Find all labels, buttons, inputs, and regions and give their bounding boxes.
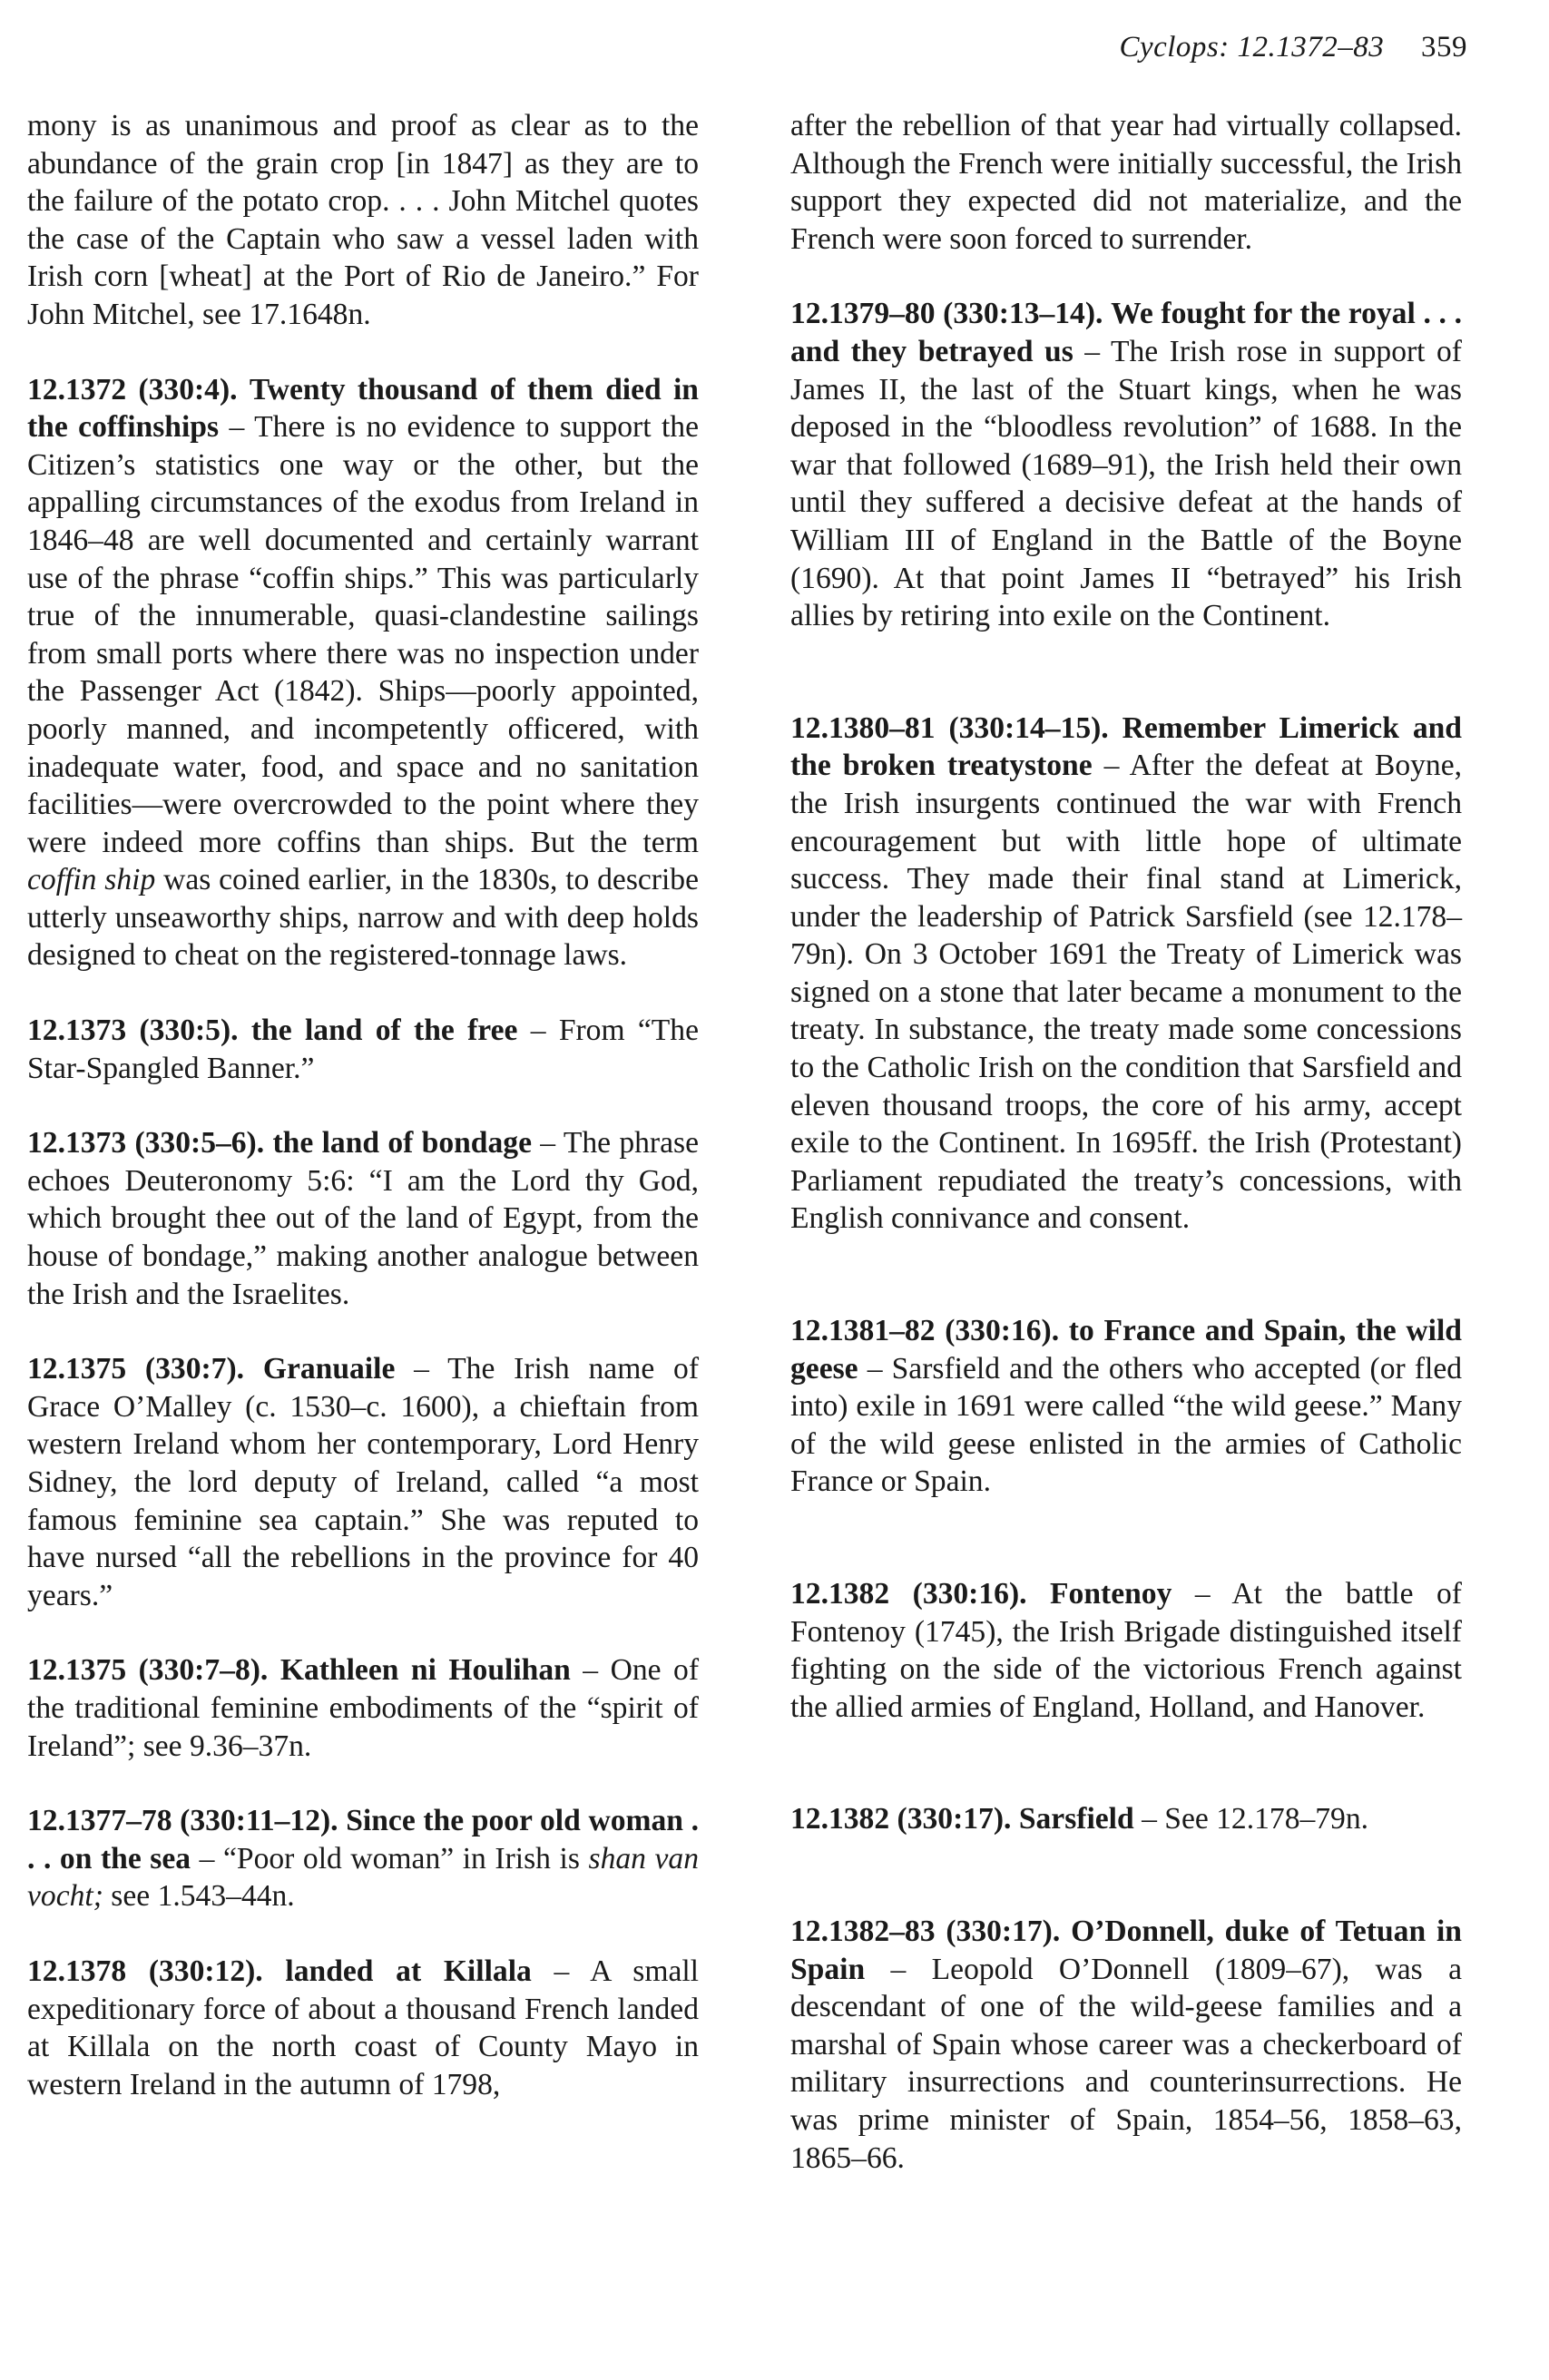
note-lemma: O’Donnell, duke of Tetuan in Spain [790,1914,1462,1986]
note-lemma: Granuaile [262,1352,396,1386]
note-entry: 12.1380–81 (330:14–15). Remember Limerick and the broken treatystone – After the defeat at Boyne, the Irish insurgents continued the war with French encouragement but with little hope of ultimate success. They made their final stand at Limerick, under the leadership of Patrick Sarsfield (see 12.178–79n). On 3 October 1691 the Treaty of Limerick was signed on a stone that later became a monument to the treaty. In substance, the treaty made some concessions to the Catholic Irish on the condition that Sarsfield and eleven thousand troops, the core of his army, accept exile to the Continent. In 1695ff. the Irish (Protestant) Parliament repudiated the treaty’s concessions, with English connivance and consent. [790,710,1462,1236]
note-body: Sarsfield and the others who accepted (or fled into) exile in 1691 were called “the wild geese.” Many of the wild geese enlisted in the armies of Catholic France or Spain. [790,1351,1463,1499]
note-lemma: to France and Spain, the wild geese [790,1314,1462,1386]
note-lemma: the land of bondage [272,1126,532,1161]
note-ref: 12.1373 (330:5). [27,1014,239,1048]
note-lemma: We fought for the royal . . . and they betrayed us [790,297,1462,368]
note-lemma: Fontenoy [1050,1577,1172,1611]
note-entry: 12.1373 (330:5). the land of the free – From “The Star-Spangled Banner.” [27,1014,699,1085]
note-body: The Irish name of Grace O’Malley (c. 1530–c. 1600), a chieftain from western Ireland whom her contemporary, Lord Henry Sidney, the lord deputy of Ireland, called “a most famous feminine sea captain.” She was reputed to have nursed “all the rebellions in the province for 40 years.” [27,1352,699,1612]
note-body: See 12.178–79n. [1164,1802,1369,1836]
note-lemma: Since the poor old woman . . . on the sea [27,1804,699,1876]
note-lemma: the land of the free [250,1014,518,1048]
note-ref: 12.1382–83 (330:17). [790,1914,1061,1948]
continuation-text: mony is as unanimous and proof as clear as to the abundance of the grain crop [in 1847] as they are to the failure of the potato crop. . . . John Mitchel quotes the case of the Captain who saw a vessel laden with Irish corn [wheat] at the Port of Rio de Janeiro.” For John Mitchel, see 17.1648n. [27,109,699,331]
running-title: Cyclops: 12.1372–83 [1119,31,1385,64]
note-body-end: see 1.543–44n. [103,1879,295,1914]
left-column [27,107,699,2103]
note-entry: 12.1375 (330:7). Granuaile – The Irish name of Grace O’Malley (c. 1530–c. 1600), a chieftain from western Ireland whom her contemporary, Lord Henry Sidney, the lord deputy of Ireland, called “a most famous feminine sea captain.” She was reputed to have nursed “all the rebellions in the province for 40 years.” [27,1352,699,1612]
note-body: A small expeditionary force of about a thousand French landed at Killala on the north coast of County Mayo in western Ireland in the autumn of 1798, [27,1954,700,2101]
note-body: There is no evidence to support the Citizen’s statistics one way or the other, but the appalling circumstances of the exodus from Ireland in 1846–48 are well documented and certainly warrant use of the phrase “coffin ships.” This was particularly true of the innumerable, quasi-clandestine sailings from small ports where there was no inspection under the Passenger Act (1842). Ships—poorly appointed, poorly manned, and incompetently officered, with inadequate water, food, and space and no sanitation facilities—were overcrowded to the point where they were indeed more coffins than ships. But the term [27,410,699,859]
note-body: At the battle of Fontenoy (1745), the Irish Brigade distinguished itself fighting on the side of the victorious French against the allied armies of England, Holland, and Hanover. [790,1577,1462,1724]
note-entry: 12.1377–78 (330:11–12). Since the poor old woman . . . on the sea – “Poor old woman” in Irish is shan van vocht; see 1.543–44n. [27,1804,699,1914]
note-ref: 12.1381–82 (330:16). [790,1314,1060,1348]
note-body-end: was coined earlier, in the 1830s, to describe utterly unseaworthy ships, narrow and with deep holds designed to cheat on the registered-tonnage laws. [27,863,700,973]
note-body: From “The Star-Spangled Banner.” [27,1014,699,1085]
note-entry: 12.1381–82 (330:16). to France and Spain, the wild geese – Sarsfield and the others who accepted (or fled into) exile in 1691 were called “the wild geese.” Many of the wild geese enlisted in the armies of Catholic France or Spain. [790,1314,1463,1499]
note-entry: 12.1372 (330:4). Twenty thousand of them died in the coffinships – There is no evidence to support the Citizen’s statistics one way or the other, but the appalling circumstances of the exodus from Ireland in 1846–48 are well documented and certainly warrant use of the phrase “coffin ships.” This was particularly true of the innumerable, quasi-clandestine sailings from small ports where there was no inspection under the Passenger Act (1842). Ships—poorly appointed, poorly manned, and incompetently officered, with inadequate water, food, and space and no sanitation facilities—were overcrowded to the point where they were indeed more coffins than ships. But the term coffin ship was coined earlier, in the 1830s, to describe utterly unseaworthy ships, narrow and with deep holds designed to cheat on the registered-tonnage laws. [27,372,700,973]
note-entry: 12.1382–83 (330:17). O’Donnell, duke of Tetuan in Spain – Leopold O’Donnell (1809–67), was a descendant of one of the wild-geese families and a marshal of Spain whose career was a checkerboard of military insurrections and counterinsurrections. He was prime minister of Spain, 1854–56, 1858–63, 1865–66. [790,1914,1462,2175]
note-body: “Poor old woman” in Irish is [223,1841,589,1876]
continuation-text: after the rebellion of that year had virtually collapsed. Although the French were initially successful, the Irish support they expected did not materialize, and the French were soon forced to surrender. [790,109,1462,256]
note-ref: 12.1373 (330:5–6). [27,1126,265,1161]
page-number: 359 [1421,31,1467,64]
note-body-italic: shan van vocht; [27,1841,699,1914]
note-ref: 12.1372 (330:4). [27,372,238,406]
note-ref: 12.1379–80 (330:13–14). [790,297,1103,331]
note-entry: 12.1373 (330:5–6). the land of bondage – The phrase echoes Deuteronomy 5:6: “I am the Lord thy God, which brought thee out of the land of Egypt, from the house of bondage,” making another analogue between the Irish and the Israelites. [27,1126,699,1311]
note-ref: 12.1382 (330:17). [790,1802,1012,1836]
note-lemma: Twenty thousand of them died in the coffinships [27,372,699,445]
note-body: The Irish rose in support of James II, the last of the Stuart kings, when he was deposed in the “bloodless revolution” of 1688. In the war that followed (1689–91), the Irish held their own until they suffered a decisive defeat at the hands of William III of England in the Battle of the Boyne (1690). At that point James II “betrayed” his Irish allies by retiring into exile on the Continent. [790,334,1462,633]
running-head [1119,31,1467,64]
note-body: Leopold O’Donnell (1809–67), was a descendant of one of the wild-geese families and a marshal of Spain whose career was a checkerboard of military insurrections and counterinsurrections. He was prime minister of Spain, 1854–56, 1858–63, 1865–66. [790,1952,1462,2175]
note-lemma: Kathleen ni Houlihan [279,1653,571,1688]
note-ref: 12.1375 (330:7–8). [27,1653,269,1688]
note-lemma: Remember Limerick and the broken treatystone [790,710,1462,783]
right-column [790,107,1462,2177]
note-body: The phrase echoes Deuteronomy 5:6: “I am the Lord thy God, which brought thee out of the land of Egypt, from the house of bondage,” making another analogue between the Irish and the Israelites. [27,1126,699,1311]
note-body-italic: coffin ship [27,863,156,897]
note-ref: 12.1375 (330:7). [27,1352,245,1386]
note-entry: 12.1375 (330:7–8). Kathleen ni Houlihan – One of the traditional feminine embodiments of the “spirit of Ireland”; see 9.36–37n. [27,1653,700,1763]
note-ref: 12.1377–78 (330:11–12). [27,1804,338,1838]
note-ref: 12.1382 (330:16). [790,1577,1027,1611]
note-entry: 12.1379–80 (330:13–14). We fought for the royal . . . and they betrayed us – The Irish rose in support of James II, the last of the Stuart kings, when he was deposed in the “bloodless revolution” of 1688. In the war that followed (1689–91), the Irish held their own until they suffered a decisive defeat at the hands of William III of England in the Battle of the Boyne (1690). At that point James II “betrayed” his Irish allies by retiring into exile on the Continent. [790,297,1462,633]
note-lemma: landed at Killala [285,1954,532,1988]
note-entry: 12.1378 (330:12). landed at Killala – A small expeditionary force of about a thousand French landed at Killala on the north coast of County Mayo in western Ireland in the autumn of 1798, [27,1954,700,2101]
note-entry: 12.1382 (330:16). Fontenoy – At the battle of Fontenoy (1745), the Irish Brigade distinguished itself fighting on the side of the victorious French against the allied armies of England, Holland, and Hanover. [790,1577,1462,1724]
note-lemma: Sarsfield [1018,1802,1134,1836]
note-entry: 12.1382 (330:17). Sarsfield – See 12.178–79n. [790,1802,1369,1836]
note-body: One of the traditional feminine embodiments of the “spirit of Ireland”; see 9.36–37n. [27,1653,700,1763]
note-ref: 12.1380–81 (330:14–15). [790,710,1109,745]
note-body: After the defeat at Boyne, the Irish insurgents continued the war with French encouragement but with little hope of ultimate success. They made their final stand at Limerick, under the leadership of Patrick Sarsfield (see 12.178–79n). On 3 October 1691 the Treaty of Limerick was signed on a stone that later became a monument to the treaty. In substance, the treaty made some concessions to the Catholic Irish on the condition that Sarsfield and eleven thousand troops, the core of his army, accept exile to the Continent. In 1695ff. the Irish (Protestant) Parliament repudiated the treaty’s concessions, with English connivance and consent. [790,749,1462,1236]
note-ref: 12.1378 (330:12). [27,1954,263,1988]
